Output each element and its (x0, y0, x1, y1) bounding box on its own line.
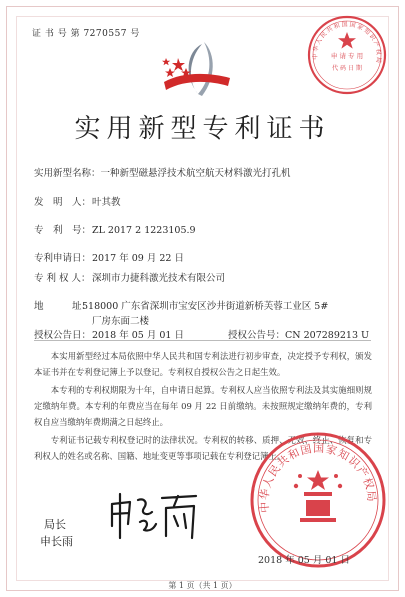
field-grant-number: 授权公告号：CN 207289213 U (228, 330, 370, 341)
certificate-title: 实用新型专利证书 (74, 114, 331, 144)
director-signature (104, 486, 200, 542)
field-patent-number: 专 利 号：ZL 2017 2 1223105.9 (34, 225, 196, 236)
notice-paragraph-3: 专利证书记载专利权登记时的法律状况。专利权的转移、质押、无效、终止、恢复和专利权人的姓名或名称、国籍、地址变更等事项记载在专利登记簿上。 (34, 435, 372, 461)
patent-office-seal-icon (306, 14, 388, 96)
notice-paragraph-1: 本实用新型经过本局依照中华人民共和国专利法进行初步审查，决定授予专利权，颁发本证书并在专利登记簿上予以登记。专利权自授权公告之日起生效。 (34, 351, 372, 377)
svg-text:申 请 专 用: 申 请 专 用 (330, 52, 364, 60)
svg-text:代 码 日 期: 代 码 日 期 (332, 65, 362, 72)
director-title: 局长 (44, 518, 66, 531)
sipo-emblem-icon (158, 38, 234, 100)
seal-arc-text: 中华人民共和国国家知识产权局 (257, 441, 379, 514)
field-patentee: 专 利 权 人：深圳市力捷科激光技术有限公司 (34, 273, 226, 284)
address-line-1: 518000 广东省深圳市宝安区沙井街道新桥芙蓉工业区 5# (82, 301, 329, 312)
divider (34, 340, 371, 341)
field-address-label: 地 址： (34, 301, 92, 312)
field-utility-model-name: 实用新型名称：一种新型磁悬浮技术航空航天材料激光打孔机 (34, 168, 291, 179)
address-line-2: 厂房东面二楼 (92, 316, 150, 327)
notice-paragraph-2: 本专利的专利权期限为十年，自申请日起算。专利权人应当依照专利法及其实施细则规定缴纳年费。本专利的年费应当在每年 09 月 22 日前缴纳。未按照规定缴纳年费的，专利权自应当缴纳年费期满之日起终止。 (34, 385, 372, 427)
certificate-number: 证 书 号 第 7270557 号 (32, 29, 140, 39)
svg-text:中华人民共和国国家知识产权局: 中华人民共和国国家知识产权局 (311, 21, 383, 65)
field-inventor: 发 明 人：叶其教 (34, 197, 121, 208)
page-footer: 第 1 页（共 1 页） (168, 581, 237, 590)
field-grant-date: 授权公告日：2018 年 05 月 01 日 (34, 330, 184, 341)
director-name: 申长雨 (40, 535, 73, 548)
official-seal-icon (248, 430, 388, 570)
seal-date: 2018 年 05 月 01 日 (258, 555, 350, 566)
field-application-date: 专利申请日：2017 年 09 月 22 日 (34, 253, 184, 264)
